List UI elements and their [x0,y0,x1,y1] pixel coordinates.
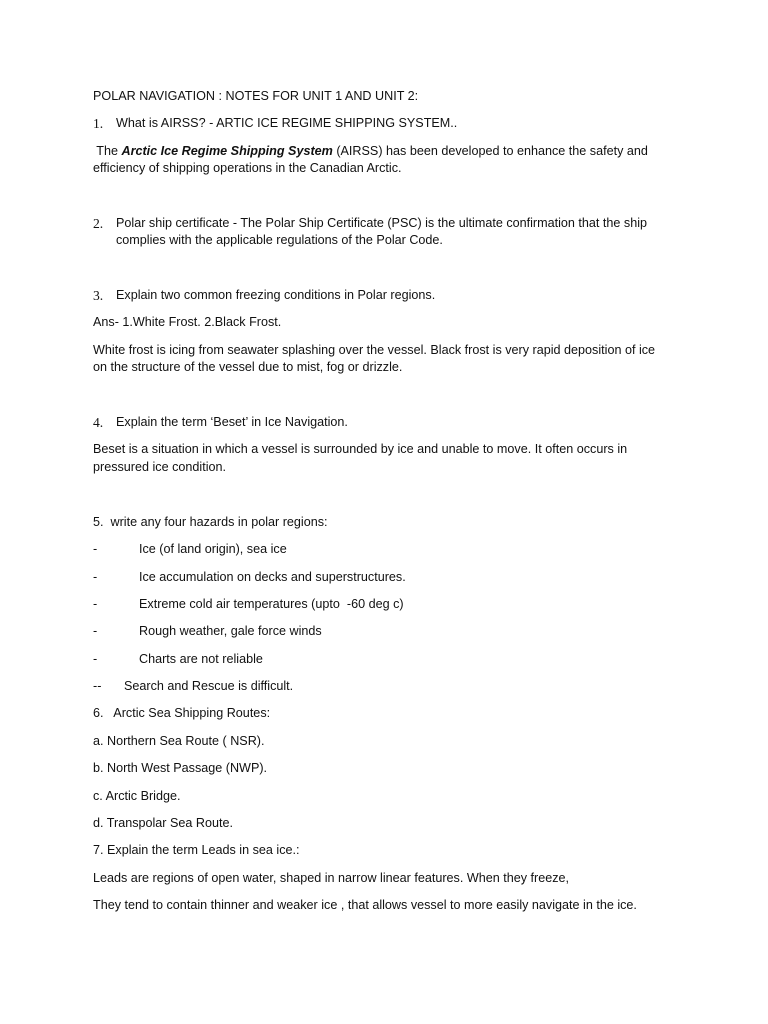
answer-paragraph: White frost is icing from seawater splashing over the vessel. Black frost is very rapid deposition of ice [93,343,656,357]
route-item: c. Arctic Bridge. [93,789,181,803]
question-number: 3. [93,288,104,303]
question-number: 1. [93,116,104,131]
question-text: Explain two common freezing conditions in Polar regions. [116,288,436,302]
bullet-dash: - [93,597,98,611]
question-text: Polar ship certificate - The Polar Ship Certificate (PSC) is the ultimate confirmation that the ship [116,216,648,230]
bullet-dash: -- [93,679,102,693]
hazard-item: Search and Rescue is difficult. [124,679,294,693]
answer-paragraph: Leads are regions of open water, shaped in narrow linear features. When they freeze, [93,871,570,885]
page-title: POLAR NAVIGATION : NOTES FOR UNIT 1 AND UNIT 2: [93,89,419,103]
question-text: complies with the applicable regulations of the Polar Code. [116,233,443,247]
answer-paragraph [93,143,648,160]
question-text: What is AIRSS? - ARTIC ICE REGIME SHIPPING SYSTEM.. [116,116,458,130]
bullet-dash: - [93,624,98,638]
answer-text: efficiency of shipping operations in the Canadian Arctic. [93,161,402,175]
answer-text: (AIRSS) has been developed to enhance the safety and [332,144,648,158]
route-item: d. Transpolar Sea Route. [93,816,234,830]
bullet-dash: - [93,652,98,666]
question-text: 5. write any four hazards in polar regions: [93,515,328,529]
emphasized-term: Arctic Ice Regime Shipping System [121,144,333,158]
hazard-item: Charts are not reliable [139,652,263,666]
question-text: 7. Explain the term Leads in sea ice.: [93,843,300,857]
question-number: 4. [93,415,104,430]
question-text: Explain the term ‘Beset’ in Ice Navigation. [116,415,348,429]
route-item: b. North West Passage (NWP). [93,761,268,775]
hazard-item: Rough weather, gale force winds [139,624,322,638]
hazard-item: Ice accumulation on decks and superstructures. [139,570,406,584]
route-item: a. Northern Sea Route ( NSR). [93,734,265,748]
question-number: 2. [93,216,104,231]
answer-text: Ans- 1.White Frost. 2.Black Frost. [93,315,282,329]
question-text: 6. Arctic Sea Shipping Routes: [93,706,271,720]
answer-paragraph: on the structure of the vessel due to mist, fog or drizzle. [93,360,403,374]
answer-paragraph: Beset is a situation in which a vessel is surrounded by ice and unable to move. It often occurs in [93,442,628,456]
bullet-dash: - [93,542,98,556]
answer-paragraph: They tend to contain thinner and weaker ice , that allows vessel to more easily navigate in the ice. [93,898,637,912]
hazard-item: Extreme cold air temperatures (upto -60 deg c) [139,597,404,611]
hazard-item: Ice (of land origin), sea ice [139,542,287,556]
answer-text: The [93,144,122,158]
answer-paragraph: pressured ice condition. [93,460,227,474]
bullet-dash: - [93,570,98,584]
